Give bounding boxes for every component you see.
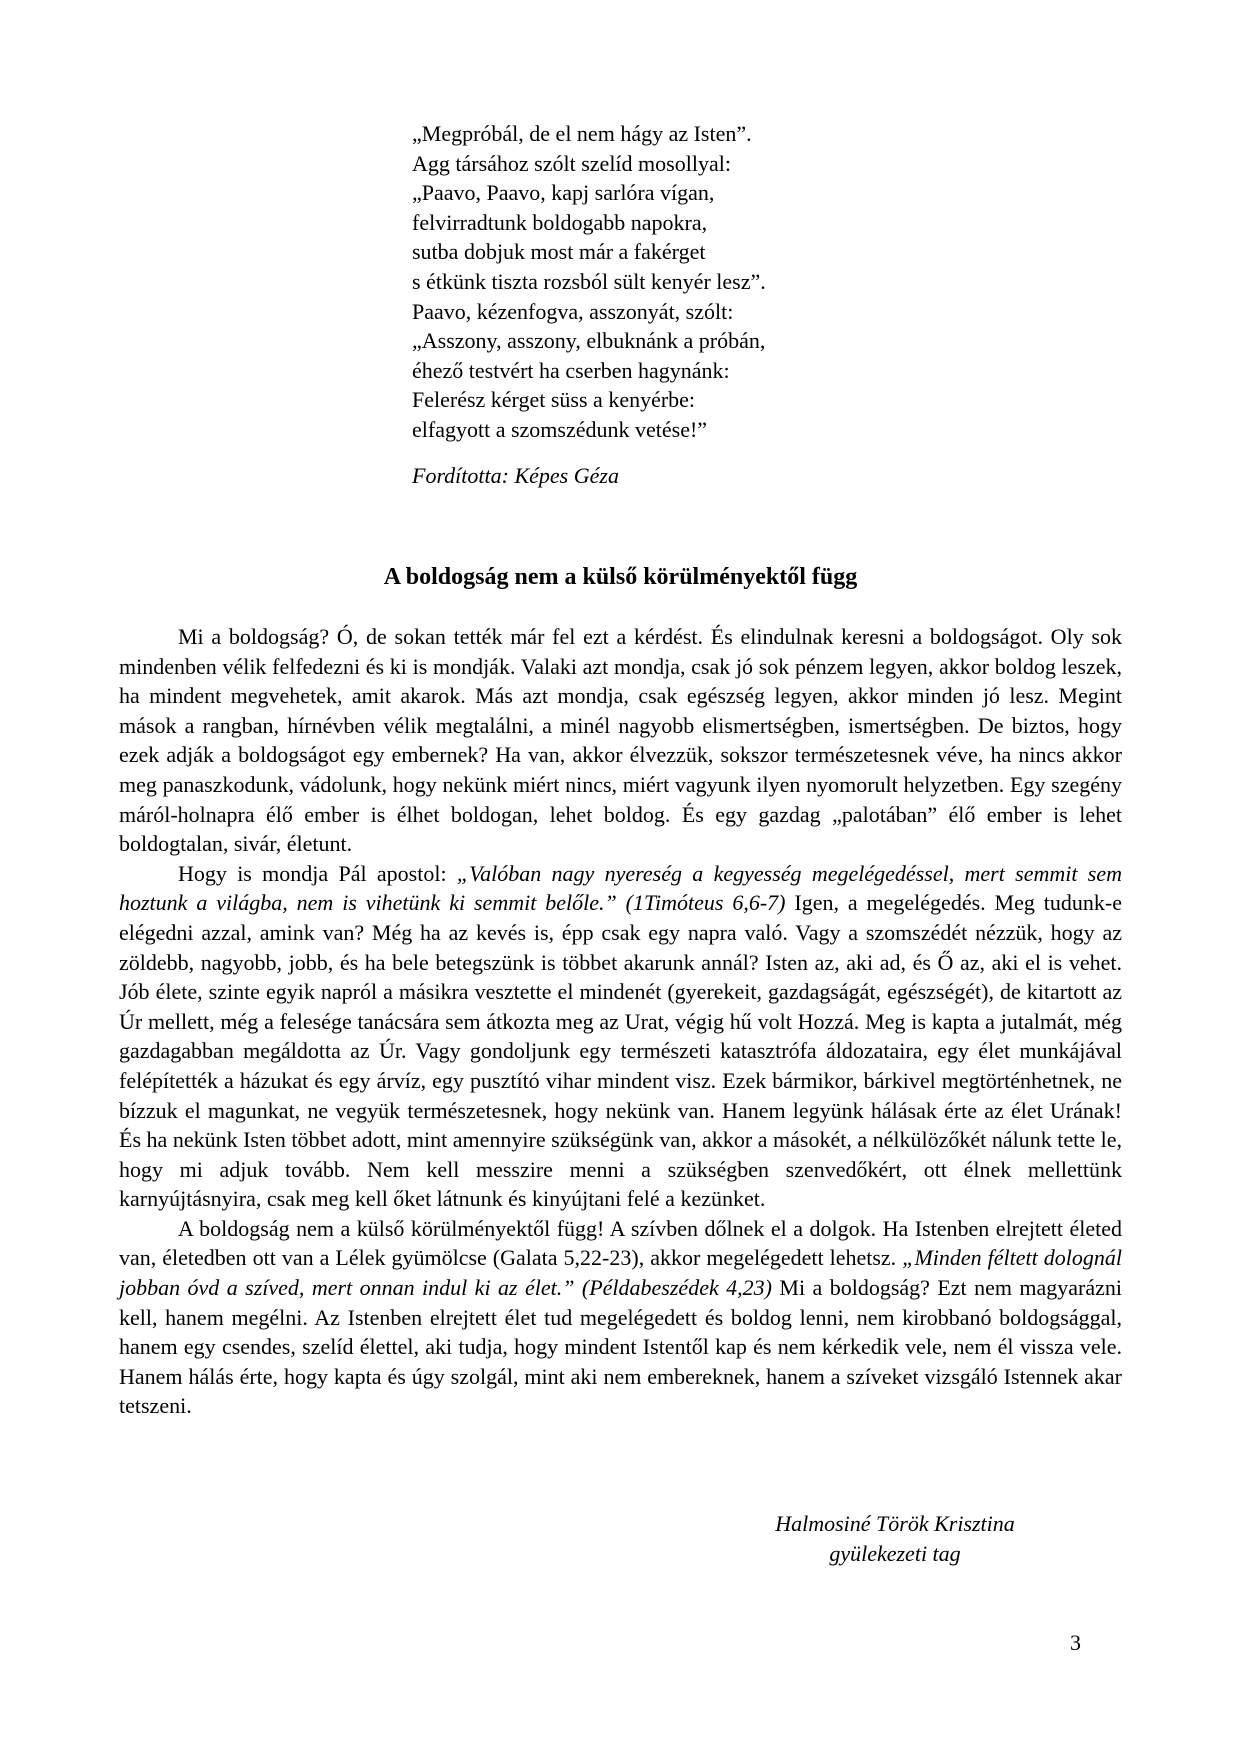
- paragraph-2-text-rest: Igen, a megelégedés. Meg tudunk-e elégedni azzal, amink van? Még ha az kevés is, épp csak egy napra való. Vagy a szomszédét nézzük, hogy az zöldebb, nagyobb, jobb, és ha bele betegszünk is többet akarunk annál? Isten az, aki ad, és Ő az, aki el is vehet. Jób élete, szinte egyik napról a másikra vesztette el mindenét (gyerekeit, gazdagságát, egészségét), de kitartott az Úr mellett, még a felesége tanácsára sem átkozta meg az Urat, végig hű volt Hozzá. Meg is kapta a jutalmát, még gazdagabban megáldotta az Úr. Vagy gondoljunk egy természeti katasztrófa áldozataira, egy élet munkájával felépítették a házukat és egy árvíz, egy pusztító vihar mindent visz. Ezek bármikor, bárkivel megtörténhetnek, ne bízzuk el magunkat, ne vegyük természetesnek, hogy nekünk van. Hanem legyünk hálásak érte az élet Urának! És ha nekünk Isten többet adott, mint amennyire szükségünk van, akkor a másokét, a nélkülözőkét nálunk tette le, hogy mi adjuk tovább. Nem kell messzire menni a szükségben szenvedőkért, ott élnek mellettünk karnyújtásnyira, csak meg kell őket látnunk és kinyújtani felé a kezünket.: [119, 890, 1122, 1212]
- poem-line: „Paavo, Paavo, kapj sarlóra vígan,: [412, 180, 715, 206]
- paragraph-3-text-rest: Mi a boldogság? Ezt nem magyarázni kell, hanem megélni. Az Istenben elrejtett élet tud megelégedett és boldog lenni, nem kirobbanó boldogsággal, hanem egy csendes, szelíd élettel, aki tudja, hogy mindent Istentől kap és nem kérkedik vele, nem él vissza vele. Hanem hálás érte, hogy kapta és úgy szolgál, mint aki nem embereknek, hanem a szíveket vizsgáló Istennek akar tetszeni.: [119, 1275, 1122, 1419]
- paragraph-3-text-start: A boldogság nem a külső körülményektől függ! A szívben dőlnek el a dolgok. Ha Istenben elrejtett életed van, életedben ott van a Lélek gyümölcse (Galata 5,22-23), akkor megelégedett lehetsz.: [119, 1215, 1122, 1271]
- poem-line: Felerész kérget süss a kenyérbe:: [412, 387, 696, 413]
- paragraph-2-text-start: Hogy is mondja Pál apostol:: [178, 860, 457, 886]
- poem-line: Agg társához szólt szelíd mosollyal:: [412, 150, 731, 176]
- poem-line: elfagyott a szomszédunk vetése!”: [412, 416, 708, 442]
- bible-quote-timothy: „Valóban nagy nyereség a kegyesség megelégedéssel, mert semmit sem hoztunk a világba, nem is vihetünk ki semmit belőle.” (1Timóteus 6,6-7): [119, 860, 1122, 916]
- poem-line: s étkünk tiszta rozsból sült kenyér lesz”.: [412, 268, 766, 294]
- paragraph-2: [119, 859, 1122, 1214]
- poem-line: felvirradtunk boldogabb napokra,: [412, 209, 708, 235]
- poem-block: [412, 119, 972, 445]
- author-name: Halmosiné Török Krisztina: [775, 1511, 1015, 1536]
- poem-line: „Asszony, asszony, elbuknánk a próbán,: [412, 328, 766, 354]
- author-signature: [730, 1509, 1060, 1569]
- poem-line: sutba dobjuk most már a fakérget: [412, 239, 706, 265]
- poem-line: „Megpróbál, de el nem hágy az Isten”.: [412, 121, 752, 146]
- article-title: A boldogság nem a külső körülményektől függ: [383, 564, 858, 590]
- paragraph-1: [119, 622, 1122, 859]
- poem-line: éhező testvért ha cserben hagynánk:: [412, 357, 730, 383]
- poem-translator-credit: Fordította: Képes Géza: [412, 463, 619, 488]
- page-number: 3: [1070, 1630, 1081, 1655]
- author-role: gyülekezeti tag: [829, 1541, 961, 1566]
- paragraph-3: [119, 1214, 1122, 1421]
- poem-line: Paavo, kézenfogva, asszonyát, szólt:: [412, 298, 734, 324]
- paragraph-1-text: Mi a boldogság? Ó, de sokan tették már fel ezt a kérdést. És elindulnak keresni a boldogságot. Oly sok mindenben vélik felfedezni és ki is mondják. Valaki azt mondja, csak jó sok pénzem legyen, akkor boldog leszek, ha mindent megvehetek, amit akarok. Más azt mondja, csak egészség legyen, akkor minden jó lesz. Megint mások a rangban, hírnévben vélik megtalálni, a minél nagyobb elismertségben, ismertségben. De biztos, hogy ezek adják a boldogságot egy embernek? Ha van, akkor élvezzük, sokszor természetesnek véve, ha nincs akkor meg panaszkodunk, vádolunk, hogy nekünk miért nincs, miért vagyunk ilyen nyomorult helyzetben. Egy szegény máról-holnapra élő ember is élhet boldogan, lehet boldog. És egy gazdag „palotában” élő ember is lehet boldogtalan, sivár, életunt.: [119, 624, 1122, 857]
- article-body: [119, 622, 1122, 1421]
- bible-quote-proverbs: „Minden féltett dolognál jobban óvd a szíved, mert onnan indul ki az élet.” (Példabeszédek 4,23): [119, 1245, 1122, 1301]
